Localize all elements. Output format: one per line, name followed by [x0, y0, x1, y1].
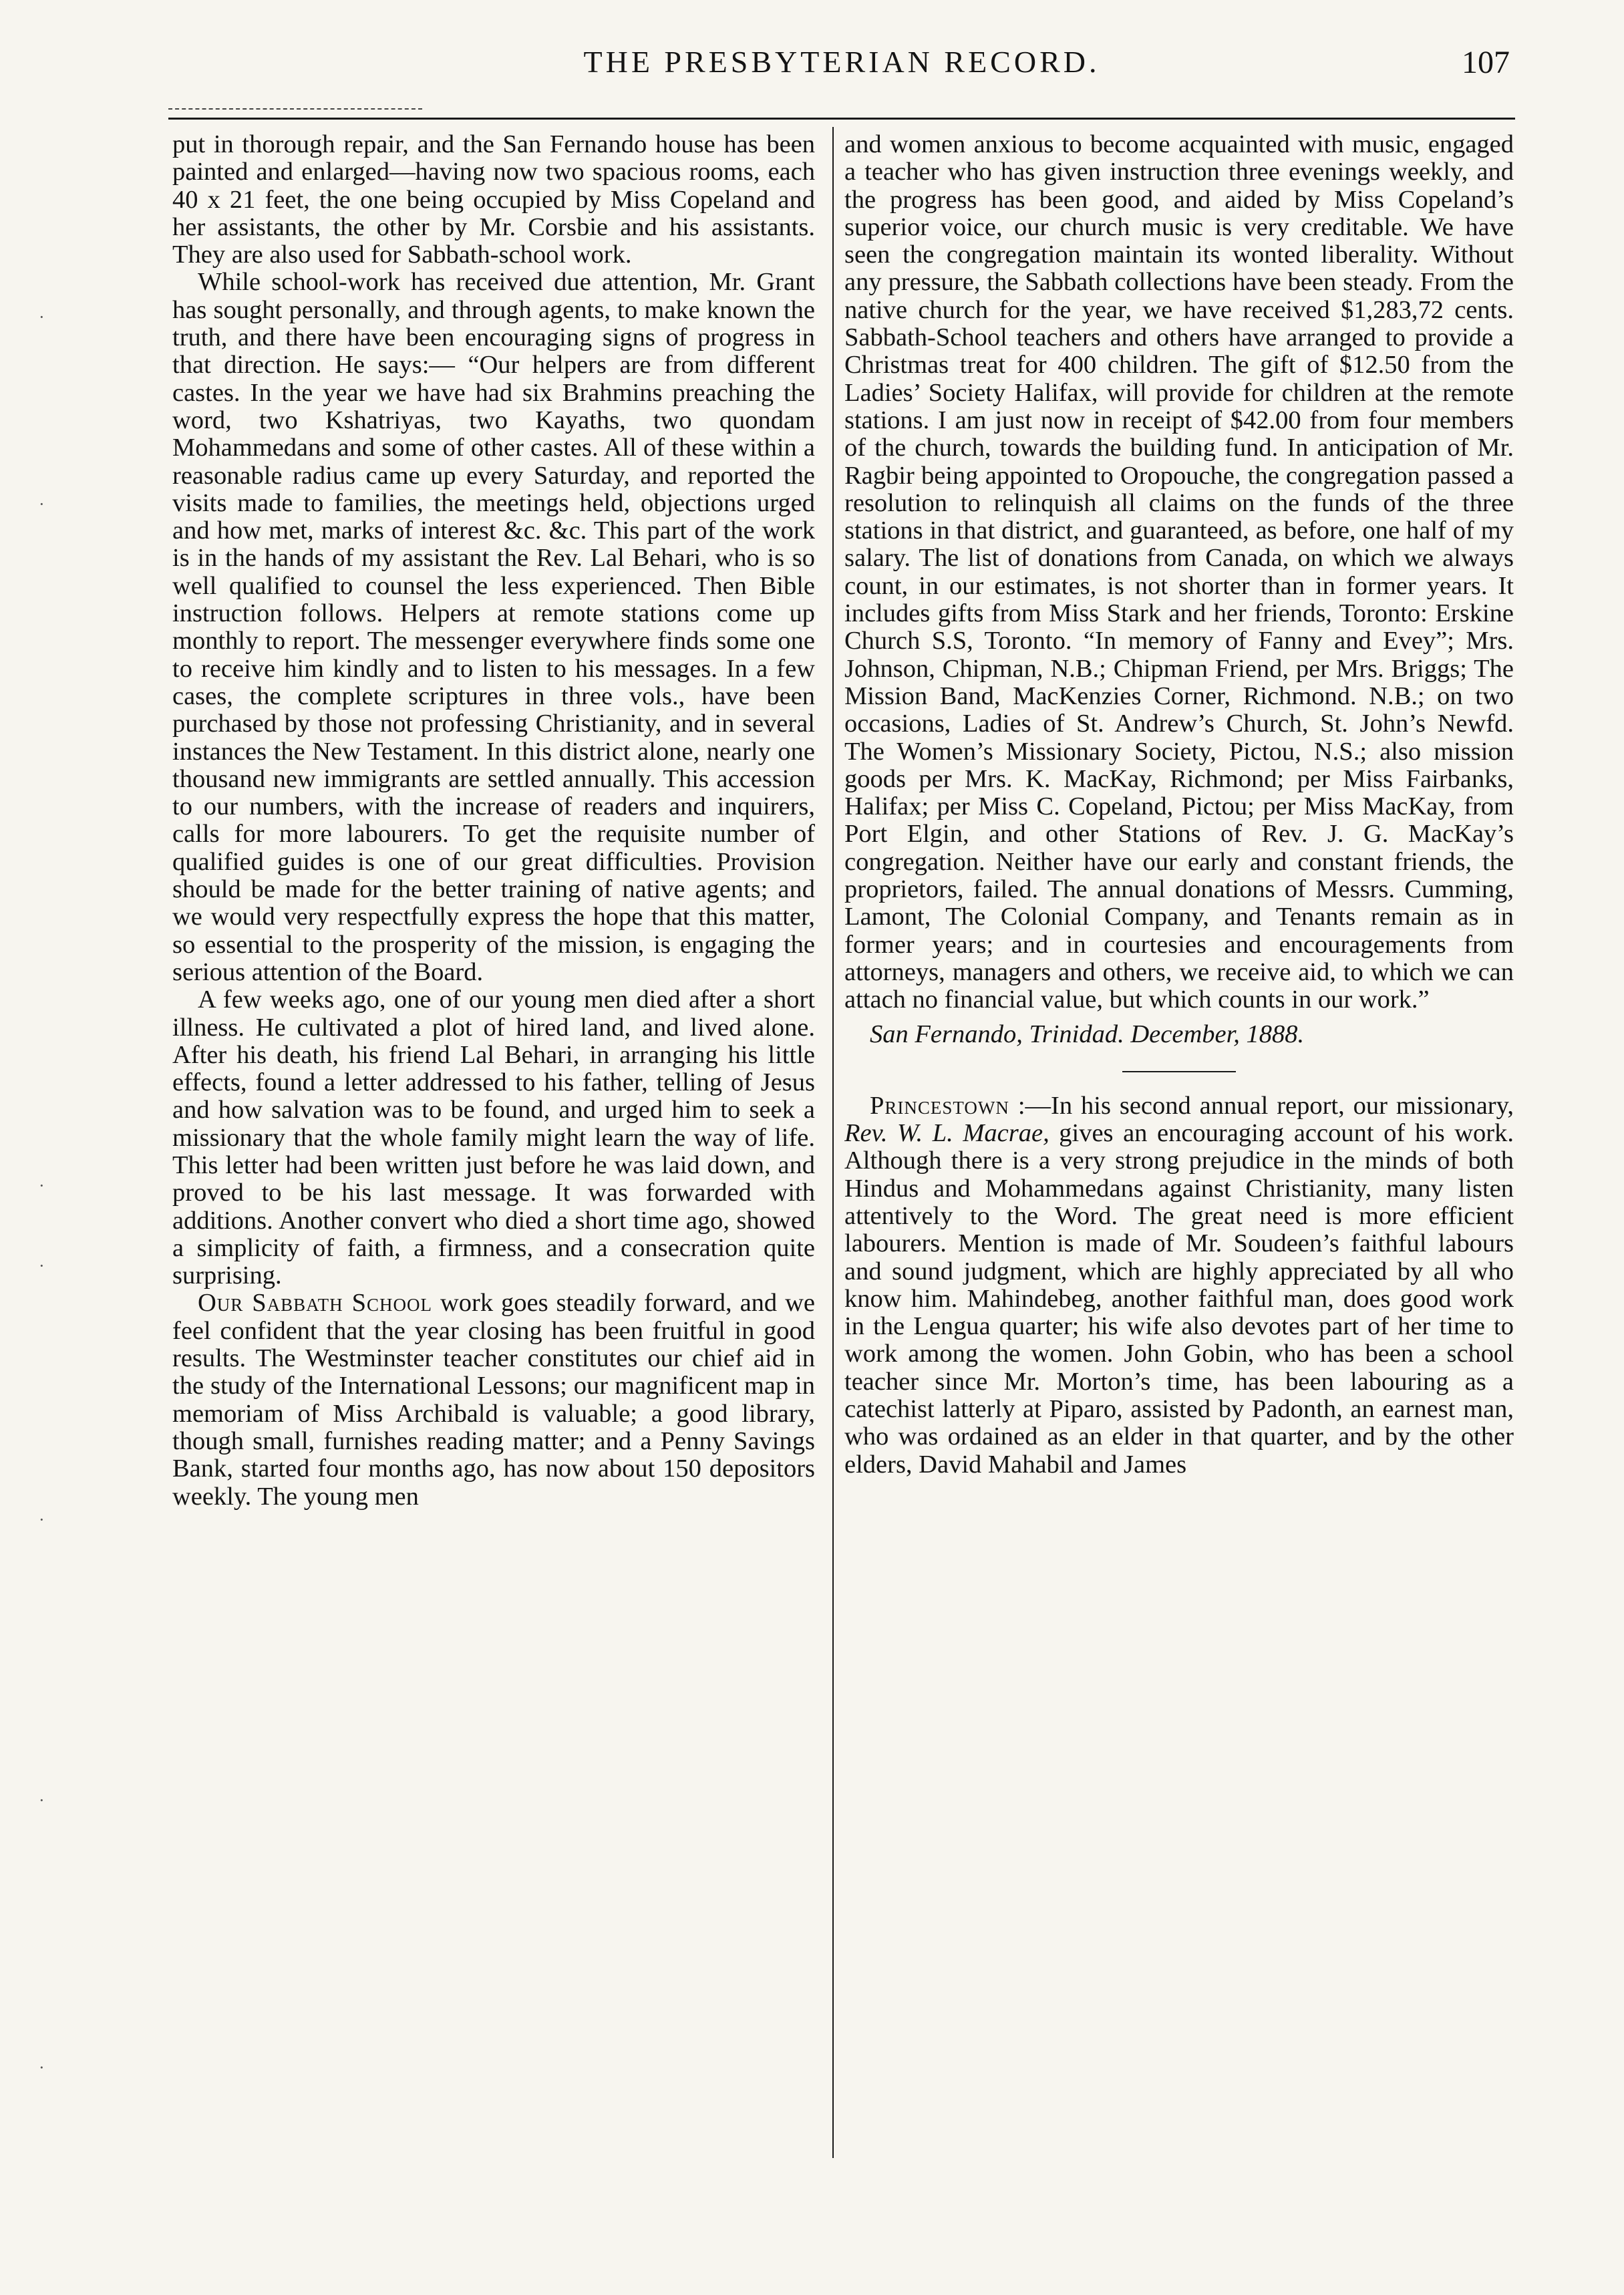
margin-speck: ·: [39, 1791, 45, 1810]
right-column: [844, 131, 1514, 1479]
margin-speck: ·: [39, 1510, 45, 1529]
margin-speck: ·: [39, 307, 45, 327]
margin-speck: ·: [39, 2058, 45, 2077]
header-rule-fragment: [168, 108, 422, 110]
missionary-name: Rev. W. L. Macrae,: [844, 1119, 1049, 1148]
left-paragraph-2: While school-work has received due attention, Mr. Grant has sought personally, and through agents, to make known the truth, and there have been encouraging signs of progress in that direction. He says:— “Our helpers are from different castes. In the year we have had six Brahmins preaching the word, two Kshatriyas, two Kayaths, two quondam Mohammedans and some of other castes. All of these within a reasonable radius came up every Saturday, and reported the visits made to families, the meetings held, objections urged and how met, marks of interest &c. &c. This part of the work is in the hands of my assistant the Rev. Lal Behari, who is so well qualified to counsel the less experienced. Then Bible instruction follows. Helpers at remote stations come up monthly to report. The messenger everywhere finds some one to receive him kindly and to listen to his messages. In a few cases, the complete scriptures in three vols., have been purchased by those not professing Christianity, and in several instances the New Testament. In this district alone, nearly one thousand new immigrants are settled annually. This accession to our numbers, with the increase of readers and inquirers, calls for more labourers. To get the requisite number of qualified guides is one of our great difficulties. Provision should be made for the better training of native agents; and we would very respectfully express the hope that this matter, so essential to the prosperity of the mission, is engaging the serious attention of the Board.: [172, 268, 815, 986]
left-paragraph-3: A few weeks ago, one of our young men died after a short illness. He cultivated a plot of hired land, and lived alone. After his death, his friend Lal Behari, in arranging his little effects, found a letter addressed to his father, telling of Jesus and how salvation was to be found, and urged him to seek a missionary that the whole family might learn the way of life. This letter had been written just before he was laid down, and proved to be his last message. It was forwarded with additions. Another convert who died a short time ago, showed a simplicity of faith, a firmness, and a consecration quite surprising.: [172, 985, 815, 1290]
column-divider: [832, 127, 834, 2158]
right-paragraph-1: and women anxious to become acquainted with music, engaged a teacher who has given instruction three evenings weekly, and the progress has been good, and aided by Miss Copeland’s superior voice, our church music is very creditable. We have seen the congregation maintain its wonted liberality. Without any pressure, the Sabbath collections have been steady. From the native church for the year, we have received $1,283,72 cents. Sabbath-School teachers and others have arranged to provide a Christmas treat for 400 children. The gift of $12.50 from the Ladies’ Society Halifax, will provide for children at the remote stations. I am just now in receipt of $42.00 from four members of the church, towards the building fund. In anticipation of Mr. Ragbir being appointed to Oropouche, the congregation passed a resolution to relinquish all claims on the funds of the three stations in that district, and guaranteed, as before, one half of my salary. The list of donations from Canada, on which we always count, in our estimates, is not shorter than in former years. It includes gifts from Miss Stark and her friends, Toronto: Erskine Church S.S, Toronto. “In memory of Fanny and Evey”; Mrs. Johnson, Chipman, N.B.; Chipman Friend, per Mrs. Briggs; The Mission Band, MacKenzies Corner, Richmond. N.B.; on two occasions, Ladies of St. Andrew’s Church, St. John’s Newfd. The Women’s Missionary Society, Pictou, N.S.; also mission goods per Mrs. K. MacKay, Richmond; per Miss Fairbanks, Halifax; per Miss C. Copeland, Pictou; per Miss MacKay, from Port Elgin, and other Stations of Rev. J. G. MacKay’s congregation. Neither have our early and constant friends, the proprietors, failed. The annual donations of Messrs. Cumming, Lamont, The Colonial Company, and Tenants remain as in former years; and in courtesies and encouragements from attorneys, managers and others, we receive aid, to which we can attach no financial value, but which counts in our work.”: [844, 131, 1514, 1014]
left-paragraph-1: put in thorough repair, and the San Fernando house has been painted and enlarged—having now two spacious rooms, each 40 x 21 feet, the one being occupied by Miss Copeland and her assistants, the other by Mr. Corsbie and his assistants. They are also used for Sabbath-school work.: [172, 131, 815, 269]
princestown-lead: Princestown: [870, 1091, 1009, 1120]
page-header: [0, 0, 1624, 114]
margin-speck: ·: [39, 1256, 45, 1275]
left-paragraph-4: [172, 1289, 815, 1510]
page-number: 107: [1462, 45, 1510, 80]
right-paragraph-2-text-a: :—In his second annual report, our missionary,: [1009, 1091, 1514, 1120]
letter-signoff: San Fernando, Trinidad. December, 1888.: [870, 1020, 1305, 1048]
left-column: [172, 131, 815, 1511]
margin-speck: ·: [39, 1176, 45, 1195]
sabbath-school-lead: Our Sabbath School: [198, 1289, 433, 1318]
margin-specks: [27, 307, 67, 2178]
margin-speck: ·: [39, 494, 45, 514]
running-title: THE PRESBYTERIAN RECORD.: [583, 45, 1100, 79]
header-rule: [168, 118, 1515, 120]
right-paragraph-2: [844, 1092, 1514, 1479]
section-divider: [1122, 1071, 1236, 1072]
left-paragraph-4-text: work goes steadily forward, and we feel confident that the year closing has been fruitful in good results. The Westminster teacher constitutes our chief aid in the study of the International Lessons; our magnificent map in memoriam of Miss Archibald is valuable; a good library, though small, furnishes reading matter; and a Penny Savings Bank, started four months ago, has now about 150 depositors weekly. The young men: [172, 1289, 815, 1511]
right-paragraph-2-text-b: gives an encouraging account of his work. Although there is a very strong prejudice in the minds of both Hindus and Mohammedans against Christianity, many listen attentively to the Word. The great need is more efficient labourers. Mention is made of Mr. Soudeen’s faithful labours and sound judgment, which are highly appreciated by all who know him. Mahindebeg, another faithful man, does good work in the Lengua quarter; his wife also devotes part of her time to work among the women. John Gobin, who has been a school teacher since Mr. Morton’s time, has been labouring as a catechist latterly at Piparo, assisted by Padonth, an earnest man, who was ordained as an elder in that quarter, and by the other elders, David Mahabil and James: [844, 1119, 1514, 1479]
